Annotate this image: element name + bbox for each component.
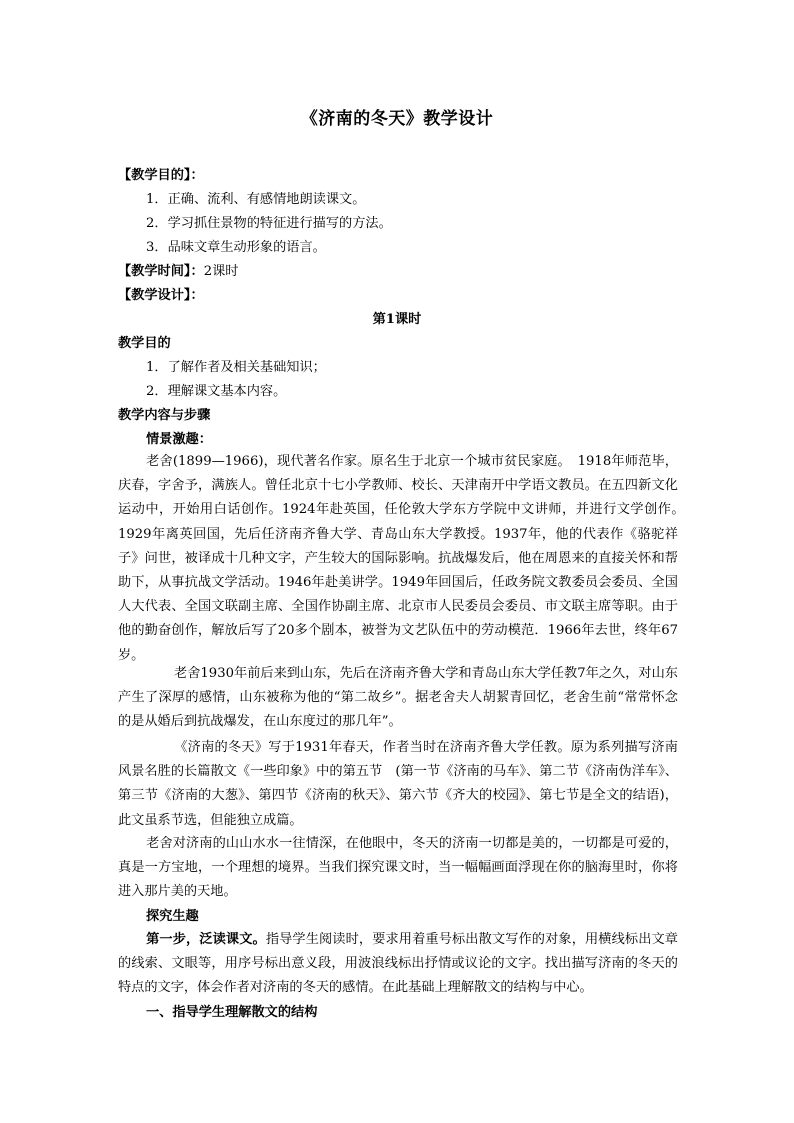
step1-text: 指导学生阅读时，要求用着重号标出散文写作的对象，用横线标出文章的线索、文眼等，用序号标出意义段，用波浪线标出抒情或议论的文字。找出描写济南的冬天的特点的文字，体会作者对济南的冬天的感情。在此基础上理解散文的结构与中心。 xyxy=(118,932,678,996)
appreciation-paragraph: 老舍对济南的山山水水一往情深，在他眼中，冬天的济南一切都是美的，一切都是可爱的，真是一方宝地，一个理想的境界。当我们探究课文时，当一幅幅画面浮现在你的脑海里时，你将进入那片美的天地。 xyxy=(118,836,678,900)
teaching-time-value: 2课时 xyxy=(203,264,239,279)
lesson-heading: 第1课时 xyxy=(372,312,422,327)
document-title: 《济南的冬天》教学设计 xyxy=(300,109,494,129)
objective-item: 3．品味文章生动形象的语言。 xyxy=(146,240,326,255)
content-heading: 教学内容与步骤 xyxy=(118,408,211,423)
shandong-paragraph: 老舍1930年前后来到山东，先后在济南齐鲁大学和青岛山东大学任教7年之久，对山东产生了深厚的感情，山东被称为他的“第二故乡”。据老舍夫人胡絜青回忆，老舍生前“常常怀念的是从婚后到抗战爆发，在山东度过的那几年”。 xyxy=(118,666,678,730)
lesson-goal-heading: 教学目的 xyxy=(118,336,171,351)
teaching-time xyxy=(118,262,238,282)
step1-paragraph xyxy=(118,928,678,1001)
objective-item: 2．学习抓住景物的特征进行描写的方法。 xyxy=(146,216,392,231)
section-heading: 一、指导学生理解散文的结构 xyxy=(146,1005,318,1020)
intro-heading: 情景激趣： xyxy=(146,432,212,447)
explore-heading: 探究生趣 xyxy=(146,909,199,924)
teaching-time-heading: 【教学时间】： xyxy=(118,264,204,279)
design-heading: 【教学设计】： xyxy=(118,288,204,303)
objective-item: 1．正确、流利、有感情地朗读课文。 xyxy=(146,192,366,207)
lesson-goal-item: 2．理解课文基本内容。 xyxy=(146,384,287,399)
objectives-heading: 【教学目的】： xyxy=(118,168,204,183)
lesson-goal-item: 1．了解作者及相关基础知识； xyxy=(146,360,326,375)
author-intro-paragraph: 老舍(1899—1966)，现代著名作家。原名生于北京一个城市贫民家庭。 1918年师范毕，庆春，字舍予，满族人。曾任北京十七小学教师、校长、天津南开中学语文教员。在五四新文化运动中，开始用白话创作。1924年赴英国，任伦敦大学东方学院中文讲师，并进行文学创作。 1929年离英回国，先后任济南齐鲁大学、青岛山东大学教授。1937年，他的代表作《骆驼祥子》问世，被译成十几种文字，产生较大的国际影响。抗战爆发后，他在周恩来的直接关怀和帮助下，从事抗战文学活动。1946年赴美讲学。1949年回国后，任政务院文教委员会委员、全国人大代表、全国文联副主席、全国作协副主席、北京市人民委员会委员、市文联主席等职。由于他的勤奋创作，解放后写了20多个剧本，被誉为文艺队伍中的劳动模范．1966年去世，终年67岁。 xyxy=(118,454,692,663)
step1-label: 第一步，泛读课文。 xyxy=(146,932,266,947)
background-paragraph: 《济南的冬天》写于1931年春天，作者当时在济南齐鲁大学任教。原为系列描写济南风景名胜的长篇散文《一些印象》中的第五节 (第一节《济南的马车》、第二节《济南伪洋车》、第三节《济南的大葱》、第四节《济南的秋天》、第六节《齐大的校园》、第七节是全文的结语)，此文虽系节选，但能独立成篇。 xyxy=(118,740,678,828)
